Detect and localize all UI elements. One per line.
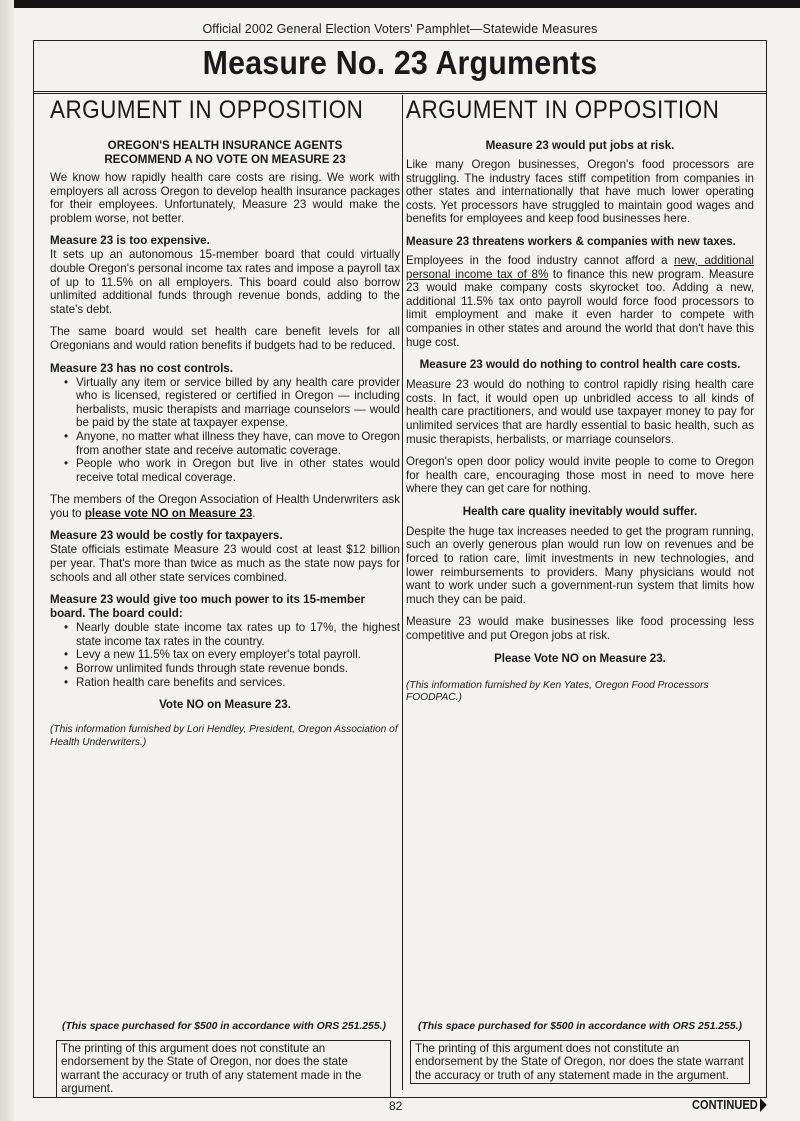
list-item: • People who work in Oregon but live in other states would receive total medical coverage. [76, 457, 400, 484]
continued-label: CONTINUED [692, 1097, 758, 1112]
right-tax-emphasis: new, additional personal income tax of 8% [406, 253, 754, 281]
right-disclaimer-box: The printing of this argument does not constitute an endorsement by the State of Oregon, nor does the state warrant the accuracy or truth of any statement made in the argument. [410, 1040, 750, 1084]
running-header: Official 2002 General Election Voters' Pamphlet—Statewide Measures [202, 22, 598, 36]
title-rule [33, 91, 767, 94]
left-vote-no: Vote NO on Measure 23. [159, 698, 291, 712]
right-credit: (This information furnished by Ken Yates, Oregon Food Processors FOODPAC.) [406, 679, 709, 704]
right-argument [406, 95, 754, 705]
right-purchase-note: (This space purchased for $500 in accordance with ORS 251.255.) [418, 1021, 742, 1032]
right-paragraph-4: Oregon's open door policy would invite people to come to Oregon for health care, encouraging those most in need to move here where they can get care for nothing. [406, 455, 754, 496]
left-paragraph-1: We know how rapidly health care costs are rising. We work with employers all across Oregon to develop health insurance packages for their employees. Unfortunately, Measure 23 would make the problem worse, not better. [50, 171, 400, 225]
left-purchase-note: (This space purchased for $500 in accordance with ORS 251.255.) [62, 1021, 386, 1032]
continued-marker [692, 1097, 767, 1112]
left-argument [50, 95, 400, 749]
list-item: • Virtually any item or service billed by any health care provider who is licensed, registered or certified in Oregon — including herbalists, music therapists and marriage counselors — would be paid by the state at taxpayer expense. [76, 376, 400, 430]
left-vote-no-emphasis: please vote NO on Measure 23 [84, 506, 253, 520]
left-lead-line-1: OREGON'S HEALTH INSURANCE AGENTS [107, 139, 343, 152]
left-subheading-1: Measure 23 is too expensive. [50, 234, 210, 248]
column-divider [402, 95, 403, 1090]
left-paragraph-4 [50, 493, 400, 520]
list-item: • Borrow unlimited funds through state revenue bonds. [76, 662, 400, 676]
left-p4-start: The members of the Oregon Association of Health Underwriters ask you to [50, 493, 400, 520]
right-column-heading: ARGUMENT IN OPPOSITION [406, 96, 720, 124]
left-paragraph-3: The same board would set health care benefit levels for all Oregonians and would ration benefits if budgets had to be reduced. [50, 325, 400, 352]
page-title: Measure No. 23 Arguments [202, 44, 598, 81]
right-subheading-3: Health care quality inevitably would suffer. [462, 504, 698, 518]
right-subheading-2: Measure 23 would do nothing to control health care costs. [419, 358, 741, 372]
left-subheading-3: Measure 23 would be costly for taxpayers. [50, 529, 283, 543]
left-bullet-list-2 [50, 621, 400, 689]
list-item: • Anyone, no matter what illness they have, can move to Oregon from another state and receive automatic coverage. [76, 430, 400, 457]
left-lead [50, 139, 400, 167]
left-p4-end: . [252, 506, 256, 520]
right-paragraph-5: Despite the huge tax increases needed to get the program running, such an overly generous plan would run low on revenues and be forced to ration care, limit investments in new technologies, and lower reimbursements to providers. Many physicians would not want to work under such a government-run system that limits how much they can be paid. [406, 524, 754, 606]
right-subheading-1: Measure 23 threatens workers & companies with new taxes. [406, 234, 736, 248]
page-spine-shadow [0, 0, 14, 1121]
right-vote-no: Please Vote NO on Measure 23. [494, 651, 666, 665]
list-item: • Nearly double state income tax rates up to 17%, the highest state income tax rates in the country. [76, 621, 400, 648]
right-paragraph-2 [406, 254, 754, 349]
right-lead: Measure 23 would put jobs at risk. [485, 139, 675, 152]
left-disclaimer-box: The printing of this argument does not constitute an endorsement by the State of Oregon, nor does the state warrant the accuracy or truth of any statement made in the argument. [56, 1040, 391, 1098]
left-credit: (This information furnished by Lori Hendley, President, Oregon Association of Health Underwriters.) [50, 724, 398, 748]
top-edge-bar [0, 0, 800, 8]
list-item: • Ration health care benefits and services. [76, 676, 400, 690]
left-subheading-4: Measure 23 would give too much power to its 15-member board. The board could: [50, 593, 366, 621]
left-bullet-list-1 [50, 376, 400, 485]
list-item: • Levy a new 11.5% tax on every employer's total payroll. [76, 648, 400, 662]
left-paragraph-2: It sets up an autonomous 15-member board that could virtually double Oregon's personal income tax rates and impose a payroll tax of up to 11.5% on all employers. This board could also borrow unlimited additional funds through revenue bonds, adding to the state's debt. [50, 248, 400, 316]
left-subheading-2: Measure 23 has no cost controls. [50, 361, 233, 375]
right-p2-end: to finance this new program. Measure 23 would make company costs skyrocket too. Adding a new, additional 11.5% tax onto payroll would force food processors to limit employment and make it even harder to compete with companies in other states and around the world that don't have this huge cost. [406, 267, 754, 349]
page-number: 82 [389, 1099, 403, 1113]
right-paragraph-3: Measure 23 would do nothing to control rapidly rising health care costs. In fact, it would open up unbridled access to all kinds of health care practitioners, and would use taxpayer money to pay for unlimited services that are hardly essential to basic health, such as music therapists, herbalists, or marriage counselors. [406, 378, 754, 446]
left-lead-line-2: RECOMMEND A NO VOTE ON MEASURE 23 [104, 153, 346, 166]
right-paragraph-6: Measure 23 would make businesses like food processing less competitive and put Oregon jobs at risk. [406, 615, 754, 643]
continued-arrow-icon [760, 1098, 767, 1112]
right-paragraph-1: Like many Oregon businesses, Oregon's food processors are struggling. The industry faces stiff competition from companies in other states and internationally that have much lower operating costs. Yet processors have struggled to maintain good wages and benefits for employees and keep food businesses here. [406, 158, 754, 226]
right-p2-start: Employees in the food industry cannot afford a [406, 253, 675, 267]
left-column-heading: ARGUMENT IN OPPOSITION [50, 96, 364, 124]
left-paragraph-5: State officials estimate Measure 23 would cost at least $12 billion per year. That's more than twice as much as the state now pays for schools and all other state services combined. [50, 543, 400, 584]
